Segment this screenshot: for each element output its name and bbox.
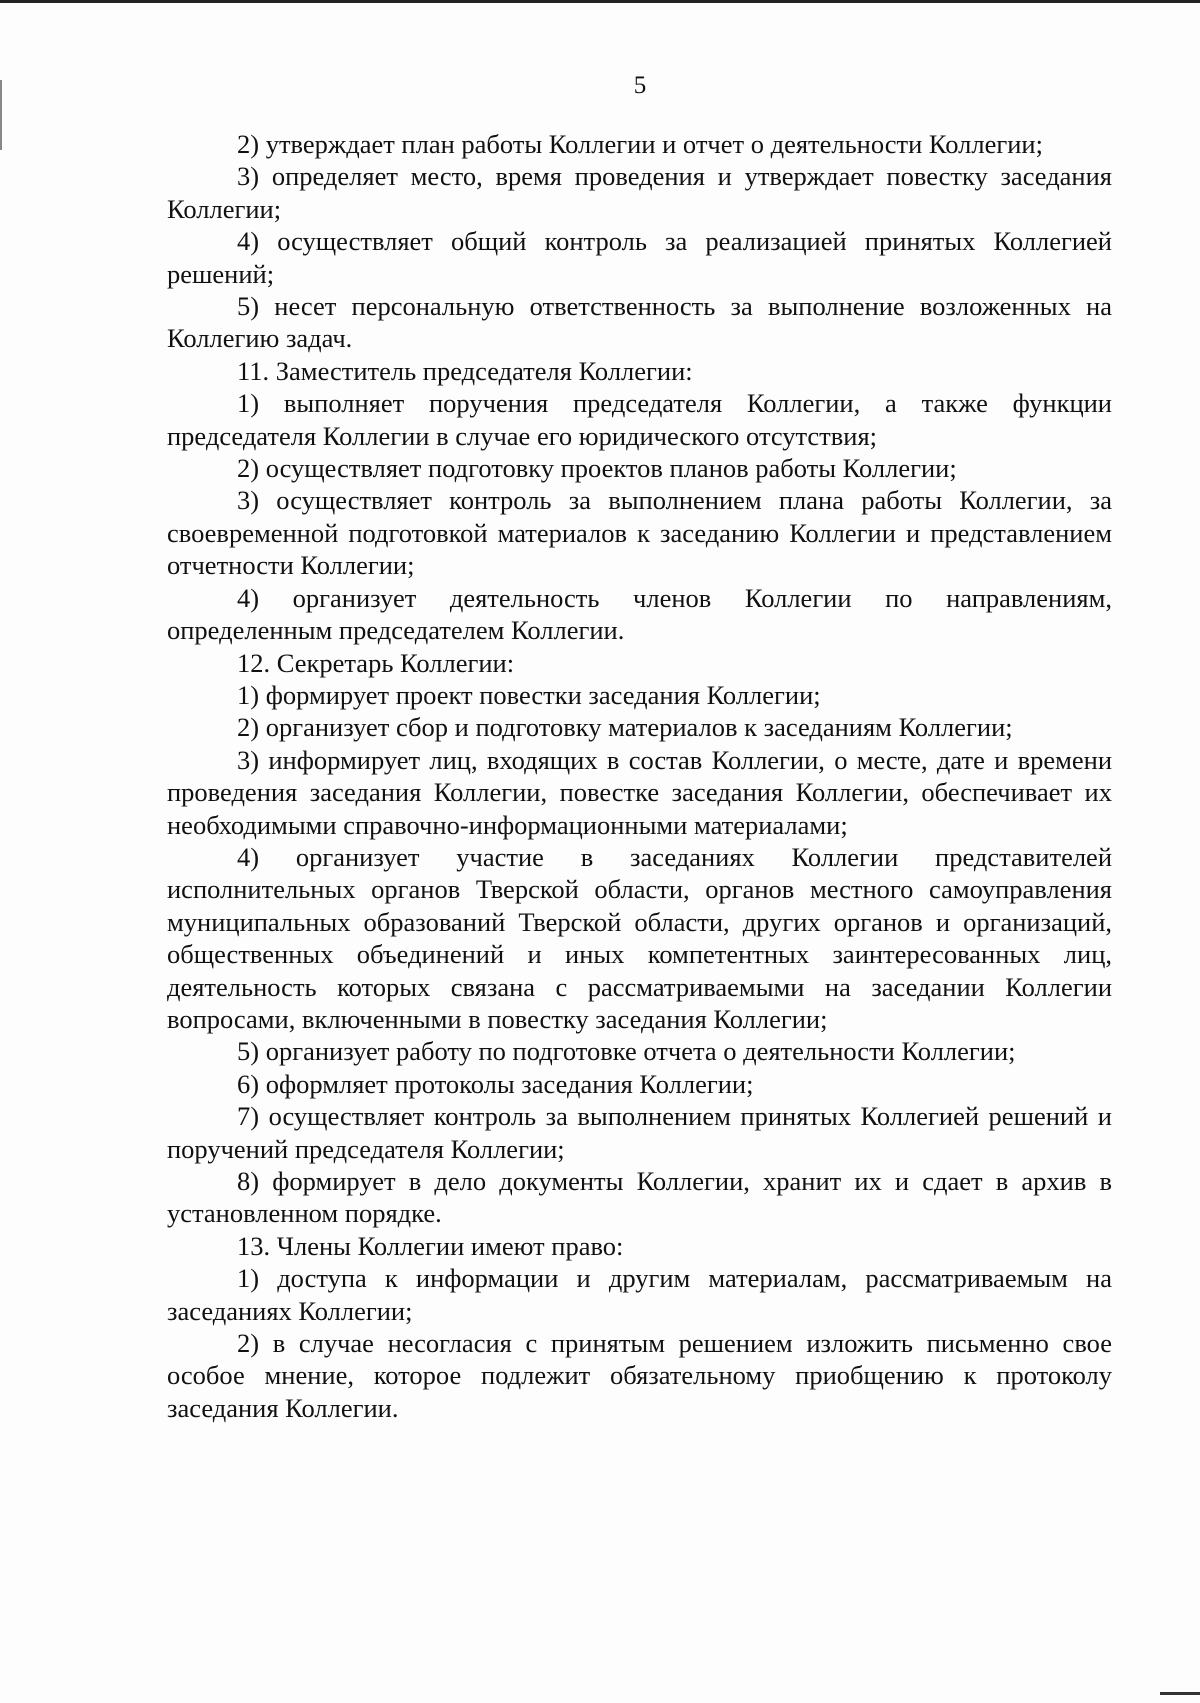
paragraph: 1) формирует проект повестки заседания Коллегии; bbox=[237, 679, 821, 710]
paragraph: 4) осуществляет общий контроль за реализацией принятых Коллегией решений; bbox=[167, 226, 1112, 289]
paragraph: 3) информирует лиц, входящих в состав Коллегии, о месте, дате и времени проведения заседания Коллегии, повестке заседания Коллегии, обеспечивает их необходимыми справочно-информационными материалами; bbox=[167, 744, 1112, 840]
paragraph: 8) формирует в дело документы Коллегии, хранит их и сдает в архив в установленном порядке. bbox=[167, 1166, 1112, 1229]
document-body bbox=[167, 128, 1112, 1424]
paragraph: 7) осуществляет контроль за выполнением принятых Коллегией решений и поручений председателя Коллегии; bbox=[167, 1101, 1112, 1164]
paragraph: 2) утверждает план работы Коллегии и отчет о деятельности Коллегии; bbox=[237, 129, 1043, 159]
paragraph: 2) в случае несогласия с принятым решением изложить письменно свое особое мнение, которое подлежит обязательному приобщению к протоколу заседания Коллегии. bbox=[167, 1328, 1112, 1423]
paragraph: 3) осуществляет контроль за выполнением плана работы Коллегии, за своевременной подготовкой материалов к заседанию Коллегии и представлением отчетности Коллегии; bbox=[167, 485, 1112, 581]
section-heading: 11. Заместитель председателя Коллегии: bbox=[237, 355, 693, 386]
paragraph: 4) организует деятельность членов Коллегии по направлениям, определенным председателем Коллегии. bbox=[167, 582, 1112, 646]
paragraph: 1) выполняет поручения председателя Коллегии, а также функции председателя Коллегии в случае его юридического отсутствия; bbox=[167, 388, 1112, 451]
section-heading: 13. Члены Коллегии имеют право: bbox=[237, 1230, 624, 1261]
paragraph: 2) осуществляет подготовку проектов планов работы Коллегии; bbox=[237, 453, 957, 484]
section-heading: 12. Секретарь Коллегии: bbox=[237, 647, 515, 678]
paragraph: 3) определяет место, время проведения и утверждает повестку заседания Коллегии; bbox=[167, 161, 1112, 224]
paragraph: 1) доступа к информации и другим материалам, рассматриваемым на заседаниях Коллегии; bbox=[167, 1263, 1112, 1326]
paragraph: 6) оформляет протоколы заседания Коллегии; bbox=[237, 1068, 754, 1099]
page-number: 5 bbox=[633, 72, 647, 99]
paragraph: 5) несет персональную ответственность за выполнение возложенных на Коллегию задач. bbox=[167, 291, 1112, 354]
top-scan-edge bbox=[0, 0, 1200, 3]
paragraph: 2) организует сбор и подготовку материалов к заседаниям Коллегии; bbox=[237, 712, 1013, 743]
paragraph: 4) организует участие в заседаниях Коллегии представителей исполнительных органов Тверской области, органов местного самоуправления муниципальных образований Тверской области, других органов и организаций, общественных объединений и иных компетентных заинтересованных лиц, деятельность которых связана с рассматриваемыми на заседании Коллегии вопросами, включенными в повестку заседания Коллегии; bbox=[167, 841, 1112, 1034]
paragraph: 5) организует работу по подготовке отчета о деятельности Коллегии; bbox=[237, 1036, 1016, 1067]
bottom-scan-mark bbox=[1160, 1692, 1200, 1695]
